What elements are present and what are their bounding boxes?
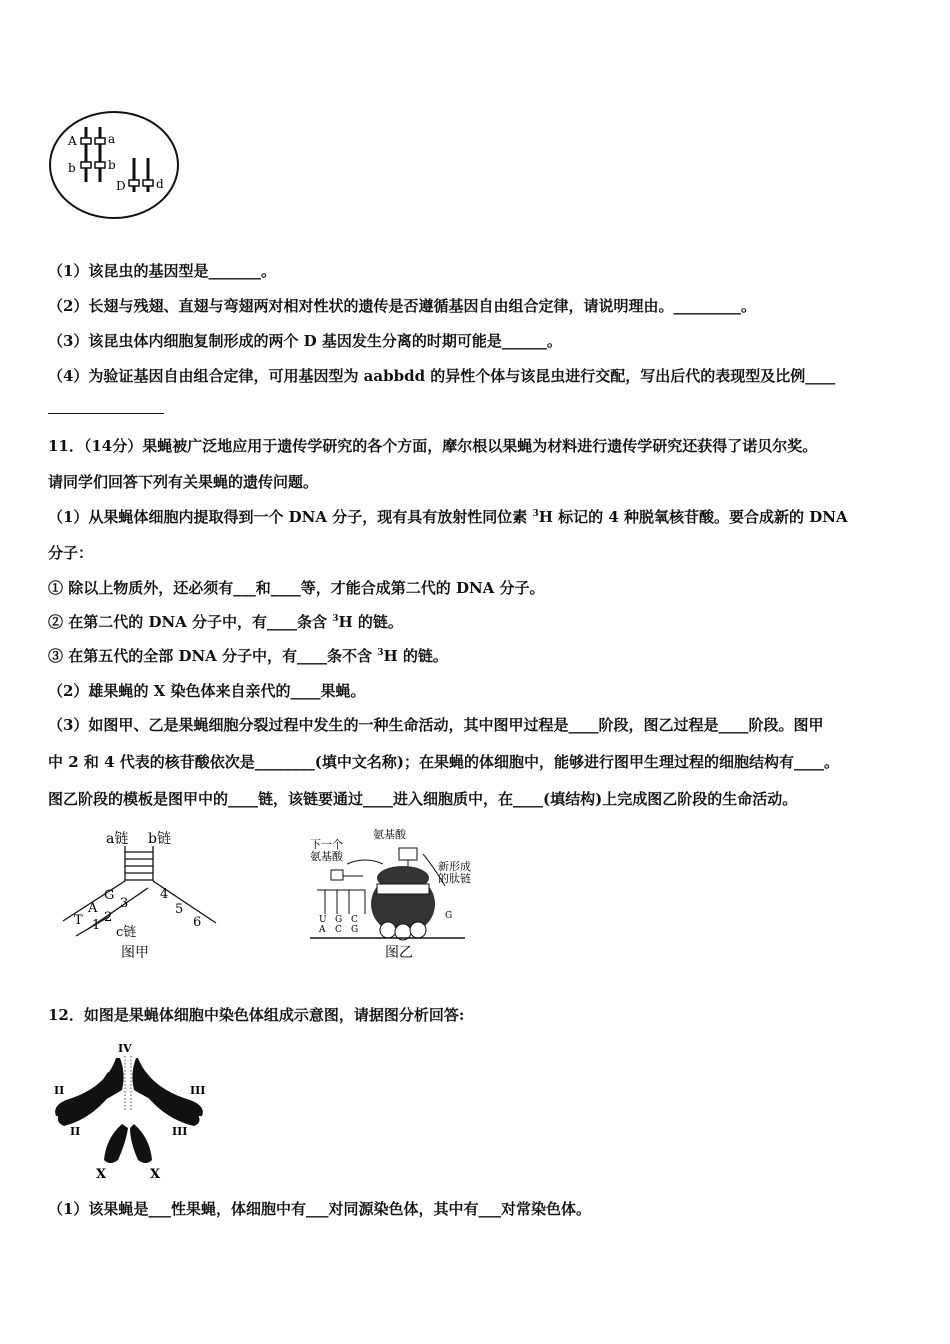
base-label: 6: [193, 915, 202, 930]
base-label: 3: [120, 896, 129, 911]
next-aa-label: 下一个: [310, 838, 343, 851]
q11-item3: ③ 在第五代的全部 DNA 分子中，有____条不含 $^3$H 的链。: [48, 647, 448, 665]
q11-part1-cont: 分子：: [48, 544, 94, 562]
chromosome-label: X: [96, 1167, 107, 1182]
next-aa-label-2: 氨基酸: [310, 850, 343, 863]
q10-sub4: （4）为验证基因自由组合定律，可用基因型为 aabbdd 的异性个体与该昆虫进行交配，写出后代的表现型及比例____: [48, 367, 836, 385]
b-chain-label: b链: [148, 831, 171, 847]
codon-base: G: [335, 915, 343, 925]
q12-sub1: （1）该果蝇是___性果蝇，体细胞中有___对同源染色体，其中有___对常染色体。: [48, 1200, 591, 1218]
base-label: G: [104, 888, 115, 903]
q11-item2: ② 在第二代的 DNA 分子中，有____条含 $^3$H 的链。: [48, 613, 403, 631]
cell-chromosome-figure: [46, 110, 182, 222]
new-chain-label-2: 的肽链: [438, 872, 471, 885]
chromosome-label: IV: [118, 1042, 132, 1055]
q11-part3-cont: 中 2 和 4 代表的核苷酸依次是________(填中文名称)；在果蝇的体细胞中，能够进行图甲生理过程的细胞结构有____。: [48, 753, 839, 771]
base-label: 2: [104, 910, 113, 925]
replication-figure-jia: [58, 826, 228, 966]
q10-sub3: （3）该昆虫体内细胞复制形成的两个 D 基因发生分离的时期可能是______。: [48, 332, 562, 350]
chromosome-label: III: [190, 1084, 206, 1097]
base-label: T: [74, 913, 83, 928]
translation-figure-yi: [305, 826, 485, 966]
fruitfly-chromosome-figure: [46, 1038, 216, 1184]
base-label: A: [88, 901, 98, 916]
codon-base: G: [351, 925, 359, 935]
base-label: 5: [175, 902, 184, 917]
a-chain-label: a链: [106, 831, 129, 847]
chromosome-label: X: [150, 1167, 161, 1182]
q12-header: 12．如图是果蝇体细胞中染色体组成示意图，请据图分析回答:: [48, 1006, 465, 1024]
chromosome-label: III: [172, 1125, 188, 1138]
answer-blank-line: [48, 413, 164, 414]
aa-label: 氨基酸: [373, 828, 406, 841]
q11-part1: （1）从果蝇体细胞内提取得到一个 DNA 分子，现有具有放射性同位素 $^3$H 标记的 4 种脱氧核苷酸。要合成新的 DNA: [48, 508, 848, 526]
c-chain-label: c链: [116, 925, 137, 940]
codon-base: U: [319, 915, 327, 925]
q11-header: 11．（14分）果蝇被广泛地应用于遗传学研究的各个方面，摩尔根以果蝇为材料进行遗传学研究还获得了诺贝尔奖。: [48, 437, 818, 455]
allele-label: A: [68, 134, 77, 148]
allele-label: b: [68, 161, 76, 175]
allele-label: b: [108, 158, 116, 172]
figure-caption: 图乙: [385, 945, 413, 961]
allele-label: D: [116, 179, 126, 193]
chromosome-label: II: [70, 1125, 81, 1138]
codon-base: G: [445, 911, 453, 921]
q10-sub2: （2）长翅与残翅、直翅与弯翅两对相对性状的遗传是否遵循基因自由组合定律，请说明理由。_________。: [48, 297, 756, 315]
figure-caption: 图甲: [121, 945, 149, 961]
allele-label: a: [108, 132, 116, 146]
codon-base: C: [335, 925, 342, 935]
codon-base: A: [319, 925, 326, 935]
q11-header-cont: 请同学们回答下列有关果蝇的遗传问题。: [48, 473, 319, 491]
allele-label: d: [156, 177, 164, 191]
base-label: 1: [92, 918, 101, 933]
base-label: 4: [160, 887, 169, 902]
new-chain-label: 新形成: [438, 860, 471, 873]
q11-part2: （2）雄果蝇的 X 染色体来自亲代的____果蝇。: [48, 682, 366, 700]
q11-part3: （3）如图甲、乙是果蝇细胞分裂过程中发生的一种生命活动，其中图甲过程是____阶段，图乙过程是____阶段。图甲: [48, 716, 824, 734]
chromosome-label: II: [54, 1084, 65, 1097]
q10-sub1: （1）该昆虫的基因型是_______。: [48, 262, 276, 280]
q11-item1: ① 除以上物质外，还必须有___和____等，才能合成第二代的 DNA 分子。: [48, 579, 545, 597]
q11-part3-cont2: 图乙阶段的模板是图甲中的____链，该链要通过____进入细胞质中，在____(填结构)上完成图乙阶段的生命活动。: [48, 790, 798, 808]
codon-base: C: [351, 915, 358, 925]
